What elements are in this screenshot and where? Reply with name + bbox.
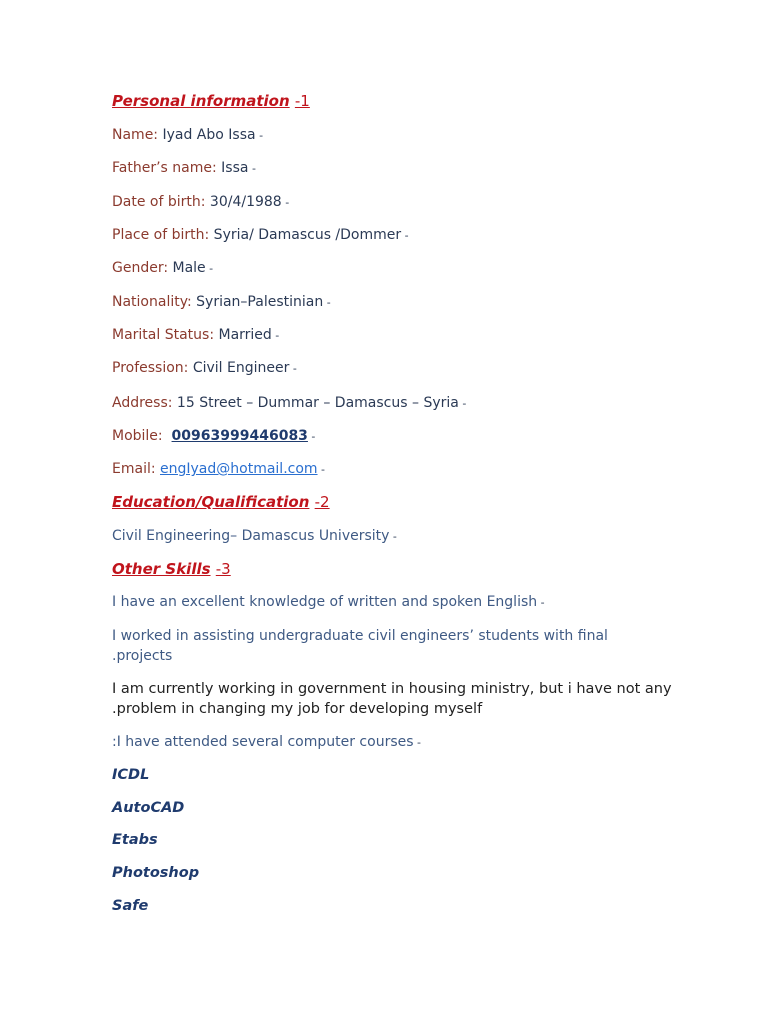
profession-label: Profession:: [112, 360, 189, 376]
marital-status-label: Marital Status:: [112, 327, 215, 343]
gender-row: [112, 259, 213, 278]
course-item-icdl: ICDL: [112, 767, 150, 783]
mobile-row: [112, 427, 315, 446]
nationality-dash: -: [323, 296, 331, 309]
profession-dash: -: [289, 362, 297, 375]
address-dash: -: [458, 397, 467, 410]
nationality-label: Nationality:: [112, 294, 192, 310]
government-paragraph: I am currently working in government in housing ministry, but i have not any .problem in changing my job for developing myself: [112, 681, 672, 717]
courses-intro-text: :I have attended several computer courses: [112, 734, 414, 750]
date-of-birth-row: [112, 193, 289, 212]
place-of-birth-label: Place of birth:: [112, 227, 210, 243]
assisting-paragraph: I worked in assisting undergraduate civil engineers’ students with final .projects: [112, 628, 608, 664]
address-value: 15 Street – Dummar – Damascus – Syria: [172, 395, 459, 411]
course-item-etabs: Etabs: [112, 832, 158, 848]
education-row: [112, 527, 397, 546]
place-of-birth-value: Syria/ Damascus /Dommer: [209, 227, 402, 243]
father-name-dash: -: [248, 162, 256, 175]
education-title: Education/Qualification: [112, 493, 310, 511]
courses-intro-dash: -: [413, 736, 421, 749]
personal-information-title: Personal information: [112, 92, 290, 110]
education-heading: [112, 493, 330, 511]
course-item-photoshop: Photoshop: [112, 865, 200, 881]
marital-status-dash: -: [271, 329, 280, 342]
other-skills-number: -3: [215, 560, 231, 578]
english-skill-dash: -: [537, 596, 545, 609]
gender-dash: -: [205, 262, 214, 275]
personal-information-heading: [112, 92, 310, 110]
education-number: -2: [314, 493, 330, 511]
nationality-row: [112, 293, 331, 312]
father-name-label: Father’s name:: [112, 160, 217, 176]
other-skills-title: Other Skills: [112, 560, 211, 578]
nationality-value: Syrian–Palestinian: [191, 294, 324, 310]
address-label: Address:: [112, 395, 173, 411]
other-skills-heading: [112, 560, 231, 578]
date-of-birth-value: 30/4/1988: [205, 194, 282, 210]
place-of-birth-row: [112, 226, 409, 245]
personal-information-number: -1: [294, 92, 310, 110]
email-label: Email:: [112, 461, 156, 477]
marital-status-value: Married: [214, 327, 272, 343]
mobile-dash: -: [307, 430, 316, 443]
courses-intro-row: [112, 733, 421, 752]
english-skill-row: [112, 593, 545, 612]
gender-label: Gender:: [112, 260, 169, 276]
name-value: Iyad Abo Issa: [158, 127, 256, 143]
name-row: [112, 126, 263, 145]
course-item-safe: Safe: [112, 898, 149, 914]
father-name-row: [112, 159, 256, 178]
english-skill-text: I have an excellent knowledge of written and spoken English: [112, 594, 538, 610]
name-dash: -: [255, 129, 264, 142]
mobile-number[interactable]: 00963999446083: [171, 428, 308, 444]
profession-value: Civil Engineer: [188, 360, 290, 376]
education-dash: -: [389, 530, 397, 543]
father-name-value: Issa: [216, 160, 249, 176]
education-line: Civil Engineering– Damascus University: [112, 528, 390, 544]
date-of-birth-dash: -: [281, 196, 290, 209]
name-label: Name:: [112, 127, 159, 143]
email-dash: -: [317, 463, 326, 476]
gender-value: Male: [168, 260, 206, 276]
email-link[interactable]: engIyad@hotmail.com: [160, 461, 318, 477]
email-row: [112, 460, 325, 479]
address-row: [112, 394, 466, 413]
date-of-birth-label: Date of birth:: [112, 194, 206, 210]
place-of-birth-dash: -: [401, 229, 409, 242]
mobile-label: Mobile:: [112, 428, 163, 444]
profession-row: [112, 359, 297, 378]
marital-status-row: [112, 326, 279, 345]
course-item-autocad: AutoCAD: [112, 800, 185, 816]
